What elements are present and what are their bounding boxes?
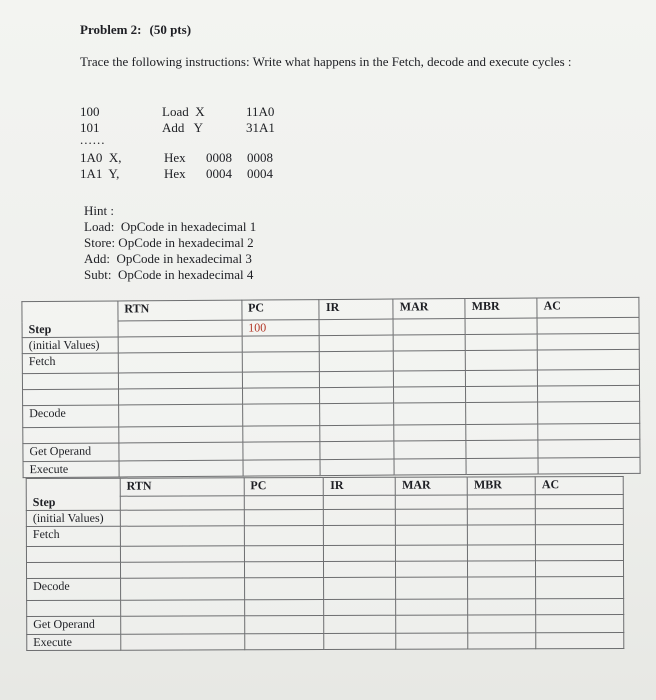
decode-cell: [23, 405, 119, 428]
problem-title: [80, 22, 191, 38]
mbr-header-cell: [465, 298, 537, 319]
data-value: 0004: [247, 166, 273, 181]
hint-line: Load: OpCode in hexadecimal 1: [84, 219, 257, 234]
mar-header-cell: [393, 299, 465, 320]
hint-line: Store: OpCode in hexadecimal 2: [84, 235, 254, 250]
execute-cell: [23, 461, 119, 478]
problem-label: Problem 2:: [80, 22, 142, 37]
data-label: 1A0 X,: [80, 150, 122, 165]
pc-initial-value: 100: [248, 320, 267, 335]
data-type: Hex: [164, 166, 186, 181]
rtn-header-cell: [120, 478, 244, 496]
program-addr: 101: [80, 120, 100, 135]
data-value: 0004: [206, 166, 232, 181]
problem-prompt: Trace the following instructions: Write what happens in the Fetch, decode and execute cycles :: [80, 54, 572, 69]
ac-header-cell: [537, 297, 639, 318]
get-operand-cell: [27, 616, 121, 634]
decode-cell: [27, 578, 121, 600]
step-header: Step: [28, 321, 52, 337]
get-operand-label: Get Operand: [33, 616, 95, 632]
mbr-header: MBR: [471, 298, 500, 314]
initial-values-cell: [22, 337, 118, 354]
trace-table-2: [26, 476, 625, 651]
hint-line: Subt: OpCode in hexadecimal 4: [84, 267, 254, 282]
program-code: 31A1: [246, 120, 275, 135]
execute-label: Execute: [29, 461, 69, 477]
execute-cell: [27, 634, 121, 650]
ir-header: IR: [330, 477, 344, 492]
program-code: 11A0: [246, 104, 275, 119]
hint-line: Add: OpCode in hexadecimal 3: [84, 251, 252, 266]
pc-header: PC: [248, 300, 265, 315]
fetch-cell: [26, 526, 120, 546]
mbr-header: MBR: [473, 477, 502, 492]
ir-header-cell: [319, 299, 393, 320]
decode-label: Decode: [33, 578, 70, 594]
step-header-cell: [26, 478, 120, 510]
program-addr: 100: [80, 104, 100, 119]
problem-points: (50 pts): [149, 22, 192, 37]
ac-header: AC: [543, 298, 561, 313]
program-instr: Add Y: [162, 120, 204, 135]
initial-values-cell: [26, 510, 120, 526]
step-header-cell: [22, 301, 118, 338]
ir-header-cell: [324, 477, 396, 495]
fetch-label: Fetch: [28, 353, 56, 369]
pc-header-cell: [242, 300, 320, 321]
ac-header-cell: [535, 476, 623, 494]
decode-label: Decode: [29, 405, 66, 421]
trace-table-1: [21, 297, 640, 478]
hint-title: Hint :: [84, 203, 114, 218]
mbr-header-cell: [467, 477, 535, 495]
get-operand-label: Get Operand: [29, 443, 92, 459]
mar-header: MAR: [399, 299, 429, 314]
initial-values-label: (initial Values): [32, 510, 104, 526]
mar-header: MAR: [402, 477, 431, 492]
pc-header-cell: [244, 478, 324, 496]
hint-block: [84, 203, 256, 283]
data-type: Hex: [164, 150, 186, 165]
initial-values-label: (initial Values): [28, 337, 100, 353]
mar-header-cell: [396, 477, 468, 495]
fetch-label: Fetch: [32, 526, 60, 542]
pc-initial-cell[interactable]: [242, 320, 320, 337]
fetch-cell: [22, 353, 118, 374]
listing-ellipsis: ......: [80, 132, 106, 147]
ac-header: AC: [541, 477, 560, 492]
rtn-header: RTN: [126, 478, 152, 493]
data-label: 1A1 Y,: [80, 166, 120, 181]
data-value: 0008: [247, 150, 273, 165]
execute-label: Execute: [33, 634, 72, 650]
program-instr: Load X: [162, 104, 205, 119]
ir-header: IR: [325, 299, 340, 315]
rtn-header: RTN: [124, 301, 150, 316]
pc-header: PC: [250, 478, 267, 493]
data-value: 0008: [206, 150, 232, 165]
rtn-header-cell: [118, 300, 242, 321]
get-operand-cell: [23, 443, 119, 462]
step-header: Step: [32, 494, 56, 510]
